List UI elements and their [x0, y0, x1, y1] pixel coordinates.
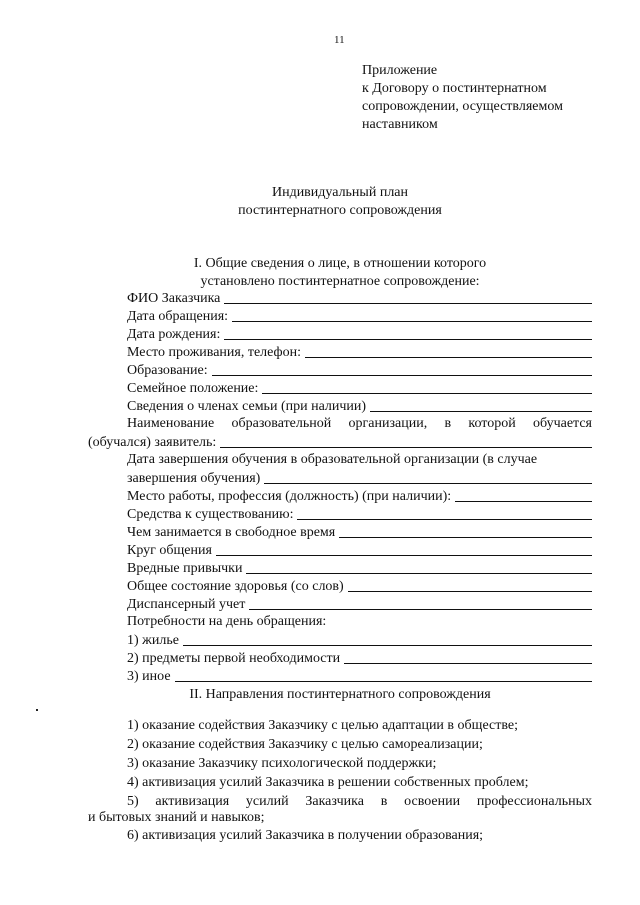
fill-line[interactable]: [264, 483, 592, 484]
field-label: 2) предметы первой необходимости: [127, 651, 341, 666]
page-number: 11: [334, 34, 345, 46]
list-item: 2) оказание содействия Заказчику с целью самореализации;: [127, 737, 483, 752]
field-need-other[interactable]: [127, 668, 592, 685]
field-label: Средства к существованию:: [127, 507, 294, 522]
list-item: 3) оказание Заказчику психологической поддержки;: [127, 756, 437, 771]
list-item-continuation: и бытовых знаний и навыков;: [88, 810, 265, 825]
field-family-members[interactable]: [127, 398, 592, 415]
fill-line[interactable]: [297, 519, 592, 520]
field-education[interactable]: [127, 362, 592, 379]
field-label: Место работы, профессия (должность) (при наличии):: [127, 489, 452, 504]
fill-line[interactable]: [370, 411, 592, 412]
fill-line[interactable]: [232, 321, 592, 322]
field-label: Круг общения: [127, 543, 212, 558]
field-dispensary[interactable]: [127, 596, 592, 613]
fill-line[interactable]: [183, 645, 592, 646]
field-label: Сведения о членах семьи (при наличии): [127, 399, 367, 414]
title-line: Индивидуальный план: [271, 185, 409, 200]
field-label: Дата рождения:: [127, 327, 221, 342]
field-need-essentials[interactable]: [127, 650, 592, 667]
list-item: 1) оказание содействия Заказчику с целью адаптации в обществе;: [127, 718, 518, 733]
section1-title-line: I. Общие сведения о лице, в отношении которого: [193, 256, 487, 271]
appendix-line: к Договору о постинтернатном: [362, 81, 547, 96]
appendix-line: сопровождении, осуществляемом: [362, 99, 563, 114]
field-label: Общее состояние здоровья (со слов): [127, 579, 344, 594]
field-label: 3) иное: [127, 669, 171, 684]
fill-line[interactable]: [212, 375, 592, 376]
field-label: Вредные привычки: [127, 561, 243, 576]
field-family-status[interactable]: [127, 380, 592, 397]
field-needs-label: Потребности на день обращения:: [127, 614, 327, 629]
field-label: Чем занимается в свободное время: [127, 525, 336, 540]
fill-line[interactable]: [224, 303, 592, 304]
fill-line[interactable]: [344, 663, 592, 664]
field-free-time[interactable]: [127, 524, 592, 541]
appendix-note: [362, 62, 563, 134]
field-date-request[interactable]: [127, 308, 592, 325]
field-label: завершения обучения): [127, 471, 261, 486]
field-livelihood[interactable]: [127, 506, 592, 523]
field-grad-date[interactable]: [127, 470, 592, 487]
field-bad-habits[interactable]: [127, 560, 592, 577]
section1-title-line: установлено постинтернатное сопровождение:: [200, 274, 480, 289]
field-label: Образование:: [127, 363, 208, 378]
fill-line[interactable]: [216, 555, 592, 556]
fill-line[interactable]: [224, 339, 592, 340]
field-grad-date-label: Дата завершения обучения в образовательной организации (в случае: [127, 452, 538, 467]
fill-line[interactable]: [455, 501, 592, 502]
field-label: Семейное положение:: [127, 381, 259, 396]
list-item: 4) активизация усилий Заказчика в решении собственных проблем;: [127, 775, 529, 790]
field-date-birth[interactable]: [127, 326, 592, 343]
field-fio[interactable]: [127, 290, 592, 307]
scan-mark: [36, 709, 38, 711]
fill-line[interactable]: [305, 357, 592, 358]
fill-line[interactable]: [339, 537, 592, 538]
list-item: 6) активизация усилий Заказчика в получении образования;: [127, 828, 484, 843]
field-residence[interactable]: [127, 344, 592, 361]
field-org-name[interactable]: [88, 434, 592, 451]
fill-line[interactable]: [220, 447, 592, 448]
document-title: [0, 184, 640, 220]
fill-line[interactable]: [175, 681, 592, 682]
field-need-housing[interactable]: [127, 632, 592, 649]
fill-line[interactable]: [348, 591, 592, 592]
field-social-circle[interactable]: [127, 542, 592, 559]
fill-line[interactable]: [262, 393, 592, 394]
list-item: 5) активизация усилий Заказчика в освоении профессиональных: [127, 794, 592, 809]
field-workplace[interactable]: [127, 488, 592, 505]
appendix-line: Приложение: [362, 63, 438, 78]
title-line: постинтернатного сопровождения: [238, 203, 442, 218]
appendix-line: наставником: [362, 117, 438, 132]
fill-line[interactable]: [246, 573, 592, 574]
field-org-name-label: Наименование образовательной организации, в которой обучается: [127, 416, 592, 431]
field-label: Дата обращения:: [127, 309, 229, 324]
field-label: 1) жилье: [127, 633, 179, 648]
field-label: (обучался) заявитель:: [88, 435, 217, 450]
field-label: Диспансерный учет: [127, 597, 246, 612]
section2-title: II. Направления постинтернатного сопровождения: [189, 687, 491, 702]
fill-line[interactable]: [249, 609, 592, 610]
field-health[interactable]: [127, 578, 592, 595]
field-label: ФИО Заказчика: [127, 291, 221, 306]
field-label: Место проживания, телефон:: [127, 345, 302, 360]
section1-title: [0, 255, 640, 291]
